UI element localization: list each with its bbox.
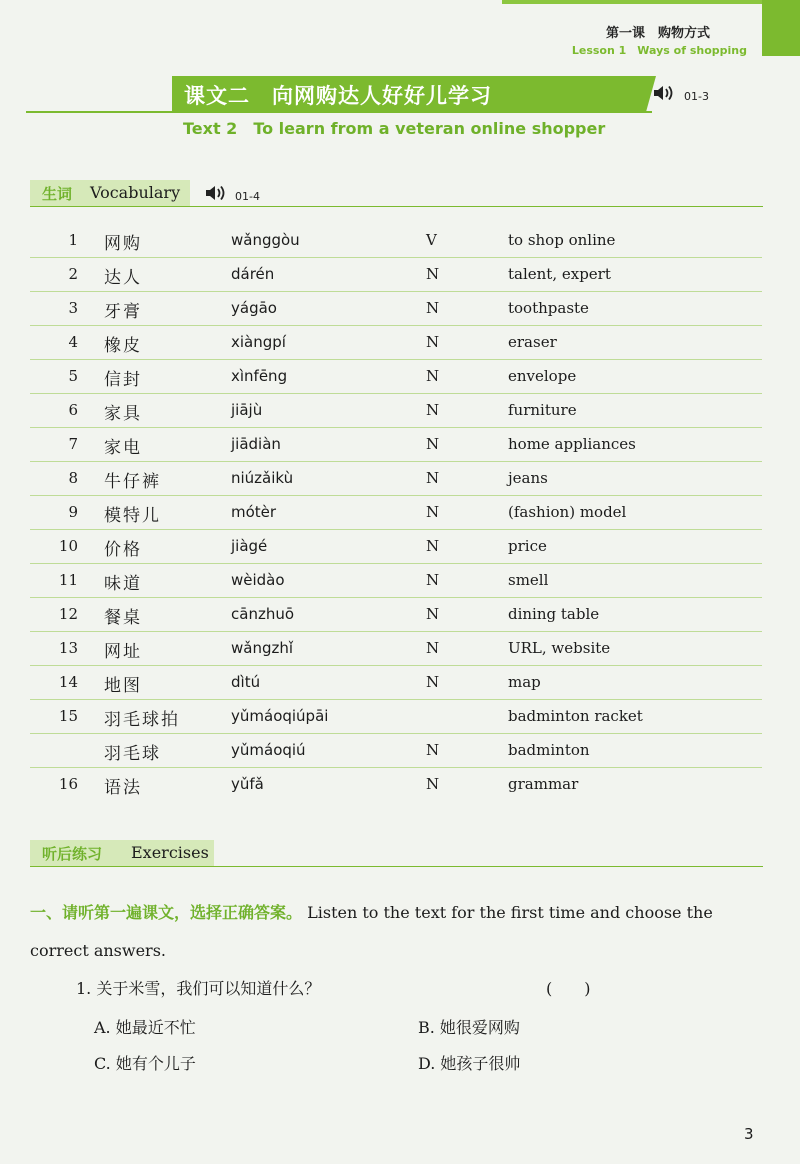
vocab-pos: N	[426, 265, 440, 283]
vocab-hanzi: 橡皮	[104, 336, 142, 356]
vocab-hanzi: 达人	[104, 268, 142, 288]
vocab-pos: N	[426, 469, 440, 487]
vocab-english: dining table	[508, 605, 600, 623]
vocab-row	[30, 292, 762, 326]
vocab-pos: N	[426, 435, 440, 453]
vocab-hanzi: 价格	[104, 540, 142, 560]
vocab-number: 2	[68, 265, 78, 283]
vocab-row	[30, 462, 762, 496]
vocab-pos: N	[426, 571, 440, 589]
vocab-hanzi: 餐桌	[104, 608, 142, 628]
vocab-pos: N	[426, 401, 440, 419]
vocab-number: 15	[58, 707, 78, 725]
vocab-number: 13	[58, 639, 78, 657]
vocab-number: 16	[58, 775, 78, 793]
vocab-pinyin: wǎnggòu	[231, 231, 300, 249]
vocab-row	[30, 394, 762, 428]
vocab-number: 6	[68, 401, 78, 419]
vocab-hanzi: 羽毛球	[104, 744, 161, 764]
vocabulary-audio-code: 01-4	[235, 190, 260, 203]
vocab-number: 12	[58, 605, 78, 623]
vocab-english: price	[508, 537, 547, 555]
vocab-english: furniture	[508, 401, 577, 419]
vocab-english: map	[508, 673, 541, 691]
option-d[interactable]: D. 她孩子很帅	[418, 1054, 521, 1073]
exercises-label-en: Exercises	[131, 843, 209, 862]
vocabulary-label-en: Vocabulary	[90, 183, 181, 202]
vocab-pos: N	[426, 741, 440, 759]
vocab-pinyin: yǔfǎ	[231, 775, 264, 793]
vocab-english: toothpaste	[508, 299, 589, 317]
vocab-english: (fashion) model	[508, 503, 627, 521]
vocab-hanzi: 家电	[104, 438, 142, 458]
vocab-english: home appliances	[508, 435, 636, 453]
vocab-hanzi: 地图	[104, 676, 142, 696]
vocab-pos: V	[426, 231, 437, 249]
vocab-english: URL, website	[508, 639, 611, 657]
vocab-pinyin: dìtú	[231, 673, 261, 691]
vocab-pinyin: niúzǎikù	[231, 469, 294, 487]
vocab-row	[30, 258, 762, 292]
vocab-english: smell	[508, 571, 549, 589]
answer-blank[interactable]: ( )	[546, 979, 591, 998]
vocab-pinyin: dárén	[231, 265, 275, 283]
vocab-english: badminton	[508, 741, 590, 759]
vocabulary-rule	[30, 206, 763, 207]
vocab-row	[30, 564, 762, 598]
vocab-pos: N	[426, 333, 440, 351]
vocab-row	[30, 224, 762, 258]
option-b[interactable]: B. 她很爱网购	[418, 1018, 520, 1037]
vocab-english: envelope	[508, 367, 577, 385]
vocab-english: to shop online	[508, 231, 616, 249]
vocab-pos: N	[426, 299, 440, 317]
vocab-hanzi: 家具	[104, 404, 142, 424]
vocab-row	[30, 598, 762, 632]
vocab-pinyin: yágāo	[231, 299, 277, 317]
vocabulary-label-zh: 生词	[42, 185, 73, 203]
speaker-icon[interactable]	[652, 84, 676, 102]
vocab-number: 9	[68, 503, 78, 521]
vocab-english: grammar	[508, 775, 579, 793]
vocab-pos: N	[426, 367, 440, 385]
vocab-number: 4	[68, 333, 78, 351]
vocab-hanzi: 网址	[104, 642, 142, 662]
vocab-row	[30, 530, 762, 564]
vocab-pinyin: yǔmáoqiúpāi	[231, 707, 329, 725]
header-accent-band	[502, 0, 762, 4]
vocab-pinyin: jiādiàn	[231, 435, 281, 453]
lesson-subtitle: Lesson 1 Ways of shopping	[571, 44, 747, 57]
vocab-english: badminton racket	[508, 707, 643, 725]
vocab-pos: N	[426, 673, 440, 691]
vocab-row	[30, 734, 762, 768]
instruction-en: Listen to the text for the first time and choose the correct answers.	[30, 903, 713, 960]
vocab-english: talent, expert	[508, 265, 611, 283]
text-title-zh: 课文二 向网购达人好好儿学习	[184, 84, 492, 108]
vocab-pos: N	[426, 775, 440, 793]
vocab-hanzi: 牛仔裤	[104, 472, 161, 492]
vocab-row	[30, 360, 762, 394]
vocab-pinyin: jiàgé	[231, 537, 268, 555]
vocab-pos: N	[426, 537, 440, 555]
vocab-pinyin: xìnfēng	[231, 367, 288, 385]
lesson-title: 第一课 购物方式	[605, 26, 710, 41]
vocab-number: 14	[58, 673, 78, 691]
vocab-english: jeans	[508, 469, 548, 487]
vocab-row	[30, 326, 762, 360]
vocab-hanzi: 羽毛球拍	[104, 710, 180, 730]
vocab-hanzi: 信封	[104, 370, 142, 390]
vocab-hanzi: 牙膏	[104, 302, 142, 322]
vocab-pinyin: xiàngpí	[231, 333, 286, 351]
vocab-number: 3	[68, 299, 78, 317]
vocab-pinyin: wǎngzhǐ	[231, 639, 294, 657]
vocab-number: 7	[68, 435, 78, 453]
vocab-pinyin: wèidào	[231, 571, 285, 589]
vocab-english: eraser	[508, 333, 557, 351]
vocab-row	[30, 768, 762, 801]
audio-track-code: 01-3	[684, 90, 709, 103]
vocab-hanzi: 语法	[104, 778, 142, 798]
question-1: 1. 关于米雪，我们可以知道什么？	[76, 979, 321, 998]
vocab-pinyin: jiājù	[231, 401, 263, 419]
vocab-number: 1	[68, 231, 78, 249]
vocab-row	[30, 496, 762, 530]
text-title-en: Text 2 To learn from a veteran online shopper	[183, 119, 606, 138]
vocab-row	[30, 700, 762, 734]
speaker-icon[interactable]	[204, 184, 228, 202]
vocab-hanzi: 网购	[104, 234, 142, 254]
option-a[interactable]: A. 她最近不忙	[94, 1018, 196, 1037]
vocab-number: 10	[58, 537, 78, 555]
vocab-number: 11	[58, 571, 78, 589]
banner-underline	[26, 111, 652, 113]
exercises-label-zh: 听后练习	[42, 845, 103, 863]
vocab-pinyin: yǔmáoqiú	[231, 741, 306, 759]
vocab-hanzi: 模特儿	[104, 506, 161, 526]
vocab-number: 8	[68, 469, 78, 487]
page-number: 3	[744, 1125, 754, 1143]
vocab-pos: N	[426, 605, 440, 623]
vocabulary-table	[30, 224, 762, 801]
header-accent-bar	[762, 0, 800, 56]
vocab-row	[30, 428, 762, 462]
vocab-pinyin: cānzhuō	[231, 605, 295, 623]
vocab-row	[30, 632, 762, 666]
vocab-pos: N	[426, 503, 440, 521]
exercise-instruction	[30, 894, 770, 970]
instruction-zh: 一、请听第一遍课文，选择正确答案。	[30, 903, 303, 922]
option-c[interactable]: C. 她有个儿子	[94, 1054, 196, 1073]
vocab-pinyin: mótèr	[231, 503, 277, 521]
vocab-hanzi: 味道	[104, 574, 142, 594]
vocab-row	[30, 666, 762, 700]
vocab-number: 5	[68, 367, 78, 385]
vocab-pos: N	[426, 639, 440, 657]
exercises-rule	[30, 866, 763, 867]
